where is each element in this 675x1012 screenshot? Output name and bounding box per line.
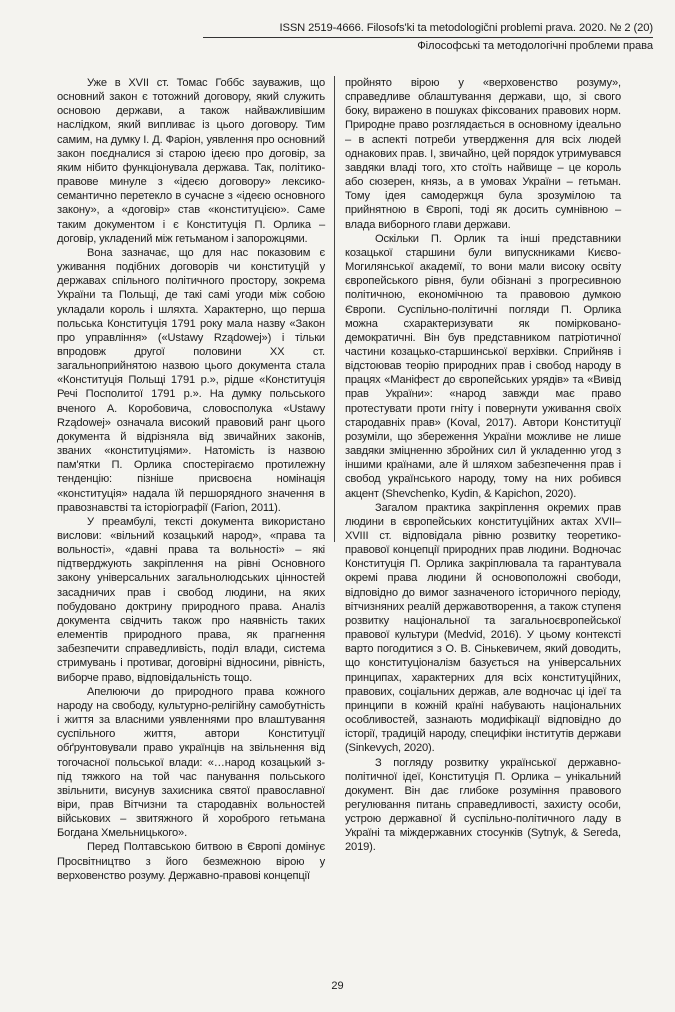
paragraph: З погляду розвитку української державно-політичної ідеї, Конституція П. Орлика – унікальний документ. Він дає глибоке розуміння правового регулювання питань справедливості, захисту особи, устрою державної й суспільно-політичного ладу в Україні та міждержавних стосунків (Sytnyk, & Sereda, 2019). <box>345 756 621 854</box>
right-column <box>345 76 621 855</box>
paragraph: У преамбулі, тексті документа використано вислови: «вільний козацький народ», «права та вольності», «давні права та вольності» – які підтверджують закріплення на рівні Основного закону універсальних загальнолюдських цінностей засадничих прав і свобод людини, на яких побудовано доктрину природного права. Аналіз документа свідчить також про наявність таких елементів природного права, як прагнення забезпечити справедливість, поділ влади, система стримувань і противаг, договірні відносини, рівність, виборче право, відповідальність тощо. <box>57 515 325 684</box>
page-number: 29 <box>331 980 344 992</box>
journal-title-line: Філософські та методологічні проблеми права <box>417 40 653 52</box>
paragraph: Загалом практика закріплення окремих прав людини в європейських конституційних актах XVII–XVIII ст. відповідала рівню розвитку теоретико-правової концепції природних прав людини. Водночас Конституція П. Орлика закріплювала та гарантувала окремі права людини й основоположні свободи, відповідно до вимог зазначеного історичного періоду, вітчизняних реалій державотворення, а також ступеня розвитку національної та загальноєвропейської правової культури (Medvid, 2016). У цьому контексті варто погодитися з О. В. Сінькевичем, який доводить, що конституціоналізм базується на універсальних принципах, характерних для всіх конституційних, правових, соціальних держав, але водночас ці ідеї та принципи в кожній країні набувають національних особливостей, зазнають модифікації відповідно до історії, традицій народу, специфіки інститутів держави (Sinkevych, 2020). <box>345 501 621 755</box>
paragraph: Оскільки П. Орлик та інші представники козацької старшини були випускниками Києво-Могилянської академії, то вони мали високу освіту європейського рівня, були обізнані з прогресивною політичною, економічною та правовою думкою Європи. Суспільно-політичні погляди П. Орлика можна схарактеризувати як помірковано-демократичні. Він був представником патріотичної частини козацько-старшинської верхівки. Сприйняв і відстоював теорію природних прав і свобод народу в працях «Маніфест до європейських урядів» та «Вивід прав України»: «народ завжди має право протестувати проти гніту і повернути уживання своїх стародавніх прав» (Koval, 2017). Автори Конституції розуміли, що збереження України можливе не лише завдяки зміцненню збройних сил й укладенню угод з іншими країнами, але й шляхом забезпечення прав і свобод українського народу, тому на них робився акцент (Shevchenko, Kydin, & Kapichon, 2020). <box>345 232 621 500</box>
column-divider <box>334 76 335 542</box>
journal-issn-line: ISSN 2519-4666. Filosofs'ki ta metodologični problemi prava. 2020. № 2 (20) <box>279 22 653 34</box>
paragraph-continuation: пройнято вірою у «верховенство розуму», справедливе облаштування держави, що, зі свого боку, виражено в пошуках фіксованих правових норм. Природне право розглядається в основному ідеально – в аспекті потреби утвердження для всіх людей однакових прав. І, звичайно, цей порядок утримувався завдяки владі того, хто стоїть найвище – це король або сюзерен, князь, а в умовах України – гетьман. Тому ідея самодержця була зрозумілою та прийнятною в Європі, тоді як досить сумнівною – влада виборного глави держави. <box>345 77 621 231</box>
paragraph: Перед Полтавською битвою в Європі домінує Просвітництво з його безмежною вірою у верховенство розуму. Державно-правові концепції <box>57 841 325 882</box>
left-column <box>57 76 325 883</box>
running-header <box>203 20 653 54</box>
paragraph: Апелюючи до природного права кожного народу на свободу, культурно-релігійну самобутність і життя за власними уявленнями про влаштування суспільного життя, автори Конституції обґрунтовували право українців на звільнення від тогочасної польської влади: «…народ козацький з-під тяжкого на той час панування польського звільнити, висунув захисника святої православної віри, прав Вітчизни та стародавніх вольностей військових – звитяжного й хороброго гетьмана Богдана Хмельницького». <box>57 685 325 840</box>
paragraph: Уже в XVII ст. Томас Гоббс зауважив, що основний закон є тотожний договору, який служить основою держави, а також найважливішим наслідком, який випливає із цього договору. Тим самим, на думку І. Д. Фаріон, уявлення про основний закон поєдналися зі старою ідеєю про договір, за яким нібито функціонувала держава. Так, політико-правове минуле з «ідеєю договору» лексико-семантично перетекло в сучасне з «ідеєю основного закону», а «договір» став «конституцією». Саме таким документом і є Конституція П. Орлика – договір, укладений між гетьманом і запорожцями. <box>57 77 325 245</box>
paragraph: Вона зазначає, що для нас показовим є уживання подібних договорів чи конституцій у державах спільного політичного простору, зокрема України та Польщі, де такі самі угоди між собою укладали король і шляхта. Характерно, що перша польська Конституція 1791 року мала назву «Закон про управління» («Ustawy Rządowej») і тільки впродовж другої половини XX ст. загальноприйнятою назвою цього документа стала «Конституція Польщі 1791 р.», рідше «Конституція Речі Посполитої 1791 р.». На думку польського вченого А. Коробовича, словосполука «Ustawy Rządowej» означала високий правовий ранг цього документа й відрізняла від звичайних законів, званих «конституціями». Натомість із назвою пам'ятки П. Орлика спостерігаємо протилежну тенденцію: пізніше присвоєна номінація «конституція» надала їй першорядного значення в правознавстві та історіографії (Farion, 2011). <box>57 246 325 514</box>
